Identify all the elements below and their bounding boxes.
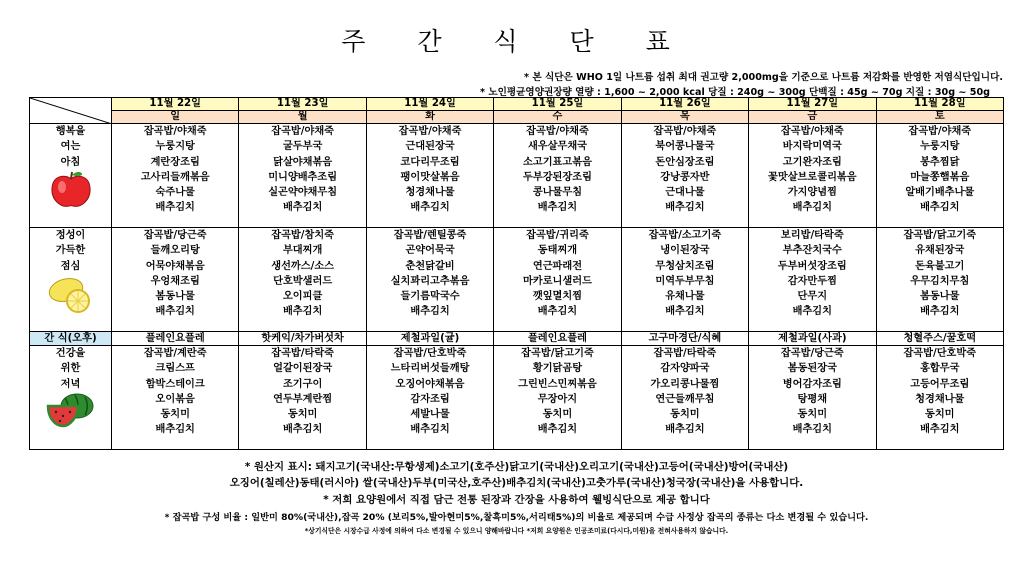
menu-item: 돈육불고기 bbox=[915, 260, 965, 272]
menu-item: 어묵야채볶음 bbox=[145, 260, 205, 272]
menu-item: 잡곡밥/당근죽 bbox=[143, 230, 207, 241]
menu-item: 두부버섯장조림 bbox=[777, 260, 847, 272]
menu-item: 잡곡밥/닭고기죽 bbox=[521, 348, 594, 359]
snack-cell: 제철과일(귤) bbox=[366, 332, 493, 346]
breakfast-row bbox=[30, 124, 1004, 228]
menu-item: 숙주나물 bbox=[155, 187, 195, 199]
change-notice: *상기식단은 시장수급 사정에 의하여 다소 변경될 수 있으니 양해바랍니다 *저희 요양원은 인공조미료(다시다,미원)을 전혀사용하지 않습니다. bbox=[304, 527, 729, 535]
menu-item: 무장아지 bbox=[537, 393, 578, 405]
lunch-row bbox=[30, 228, 1004, 332]
menu-item: 잡곡밥/야채죽 bbox=[526, 126, 589, 137]
menu-item: 배추김치 bbox=[282, 424, 323, 436]
menu-item: 계란장조림 bbox=[150, 156, 200, 168]
menu-item: 봄동나물 bbox=[155, 291, 195, 303]
menu-item: 무청삼치조림 bbox=[655, 260, 715, 272]
origin-note-continued: 오징어(칠레산)동태(러시아) 쌀(국내산)두부(미국산,호주산)배추김치(국내산)고춧가루(국내산)청국장(국내산)을 사용합니다. bbox=[229, 477, 804, 489]
menu-cell bbox=[239, 124, 366, 228]
menu-item: 잡곡밥/타락죽 bbox=[653, 348, 717, 359]
menu-item: 고등어무조림 bbox=[910, 378, 970, 390]
diagonal-line bbox=[30, 98, 112, 124]
menu-item: 잡곡밥/야채죽 bbox=[271, 126, 335, 137]
menu-item: 오이피클 bbox=[282, 291, 323, 303]
menu-item: 청경채나물 bbox=[915, 393, 965, 405]
weekly-menu-table bbox=[29, 97, 1004, 450]
menu-item: 누룽지탕 bbox=[920, 141, 960, 153]
menu-item: 마늘쫑햄볶음 bbox=[910, 171, 970, 183]
menu-item: 병어감자조림 bbox=[782, 378, 842, 390]
day-cell: 토 bbox=[876, 111, 1003, 124]
menu-item: 잡곡밥/참치죽 bbox=[271, 230, 335, 241]
menu-item: 단호박샐러드 bbox=[273, 275, 333, 287]
menu-item: 청경채나물 bbox=[405, 187, 455, 199]
menu-item: 동치미 bbox=[797, 409, 828, 421]
snack-cell: 플레인요플레 bbox=[494, 332, 621, 346]
snack-cell: 플레인요플레 bbox=[112, 332, 239, 346]
menu-item: 배추김치 bbox=[155, 424, 195, 436]
menu-item: 고기완자조림 bbox=[782, 156, 842, 168]
menu-item: 잡곡밥/야채죽 bbox=[780, 126, 844, 137]
menu-cell bbox=[621, 346, 748, 450]
menu-item: 잡곡밥/단호박죽 bbox=[393, 348, 467, 359]
label-line: 여는 bbox=[60, 141, 81, 153]
menu-item: 잡곡밥/계란죽 bbox=[143, 348, 207, 359]
snack-cell: 고구마경단/식혜 bbox=[621, 332, 748, 346]
menu-cell bbox=[366, 124, 493, 228]
menu-cell bbox=[494, 124, 621, 228]
day-cell: 수 bbox=[494, 111, 621, 124]
label-line: 아침 bbox=[60, 156, 81, 168]
menu-item: 함박스테이크 bbox=[145, 378, 205, 390]
menu-item: 실곤약야채무침 bbox=[268, 187, 338, 199]
menu-cell bbox=[239, 346, 366, 450]
sodium-note: * 본 식단은 WHO 1일 나트륨 섭취 최대 권고량 2,000mg을 기준으로 나트륨 저감화를 반영한 저염식단입니다. bbox=[524, 72, 1003, 83]
menu-item: 생선까스/소스 bbox=[271, 260, 335, 272]
day-cell: 목 bbox=[621, 111, 748, 124]
menu-item: 배추김치 bbox=[792, 424, 832, 436]
menu-item: 배추김치 bbox=[537, 202, 578, 214]
menu-item: 돈안심장조림 bbox=[655, 156, 715, 168]
menu-item: 배추김치 bbox=[410, 306, 450, 318]
breakfast-label bbox=[30, 124, 112, 228]
menu-item: 잡곡밥/야채죽 bbox=[653, 126, 717, 137]
menu-cell bbox=[112, 346, 239, 450]
menu-item: 들깨오리탕 bbox=[150, 245, 200, 257]
menu-item: 소고기표고볶음 bbox=[523, 156, 592, 168]
menu-item: 우무김치무침 bbox=[910, 275, 970, 287]
dinner-row bbox=[30, 346, 1004, 450]
menu-cell bbox=[876, 124, 1003, 228]
menu-item: 곤약어묵국 bbox=[405, 245, 455, 257]
menu-item: 냉이된장국 bbox=[660, 245, 710, 257]
menu-item: 잡곡밥/야채죽 bbox=[908, 126, 972, 137]
menu-item: 새우살무채국 bbox=[527, 141, 587, 153]
grain-ratio-note: * 잡곡밥 구성 비율 : 일반미 80%(국내산),잡곡 20% (보리5%,발아현미5%,찰흑미5%,서리태5%)의 비율로 제공되며 수급 사정상 잡곡의 종류는 다소 변경될 수 있습니다. bbox=[164, 512, 869, 523]
date-cell: 11월 22일 bbox=[112, 98, 239, 111]
menu-item: 홍합무국 bbox=[920, 363, 960, 375]
menu-cell bbox=[621, 124, 748, 228]
menu-item: 배추김치 bbox=[410, 424, 450, 436]
menu-cell bbox=[366, 346, 493, 450]
menu-item: 근대된장국 bbox=[405, 141, 455, 153]
menu-item: 잡곡밥/렌틸콩죽 bbox=[393, 230, 467, 241]
menu-item: 크림스프 bbox=[155, 363, 195, 375]
apple-icon bbox=[49, 170, 93, 210]
menu-item: 가오리콩나물찜 bbox=[650, 378, 720, 390]
menu-cell bbox=[876, 346, 1003, 450]
label-line: 위한 bbox=[60, 363, 81, 375]
menu-item: 배추김치 bbox=[155, 202, 195, 214]
menu-item: 배추김치 bbox=[792, 306, 832, 318]
label-line: 저녁 bbox=[60, 378, 81, 390]
menu-item: 들기름막국수 bbox=[400, 291, 460, 303]
snack-cell: 청혈주스/꿀호떡 bbox=[876, 332, 1003, 346]
menu-item: 배추김치 bbox=[410, 202, 450, 214]
menu-item: 오이볶음 bbox=[155, 393, 195, 405]
menu-item: 연근들깨무침 bbox=[655, 393, 715, 405]
menu-item: 미역두부무침 bbox=[655, 275, 715, 287]
menu-item: 봄동된장국 bbox=[787, 363, 837, 375]
menu-item: 오징어야채볶음 bbox=[395, 378, 465, 390]
menu-item: 황기닭곰탕 bbox=[532, 363, 583, 375]
menu-item: 배추김치 bbox=[920, 424, 960, 436]
menu-item: 연근파래전 bbox=[532, 260, 583, 272]
menu-cell bbox=[112, 228, 239, 332]
menu-item: 잡곡밥/단호박죽 bbox=[903, 348, 977, 359]
menu-item: 가지양념찜 bbox=[787, 187, 837, 199]
menu-item: 깻잎멸치찜 bbox=[532, 291, 583, 303]
label-line: 점심 bbox=[60, 260, 81, 272]
menu-item: 연두부계란찜 bbox=[273, 393, 333, 405]
menu-item: 북어콩나물국 bbox=[655, 141, 715, 153]
label-line: 건강을 bbox=[55, 348, 86, 359]
date-cell: 11월 28일 bbox=[876, 98, 1003, 111]
menu-item: 두부강된장조림 bbox=[523, 171, 592, 183]
menu-item: 동치미 bbox=[925, 409, 955, 421]
date-cell: 11월 25일 bbox=[494, 98, 621, 111]
menu-item: 굴두부국 bbox=[282, 141, 323, 153]
lunch-label bbox=[30, 228, 112, 332]
menu-item: 마카로니샐러드 bbox=[523, 275, 592, 287]
menu-item: 배추김치 bbox=[155, 306, 195, 318]
menu-item: 팽이맛살볶음 bbox=[400, 171, 460, 183]
menu-item: 배추김치 bbox=[282, 306, 323, 318]
date-cell: 11월 27일 bbox=[749, 98, 876, 111]
menu-item: 꽃맛살브로콜리볶음 bbox=[768, 171, 857, 183]
corner-cell bbox=[30, 98, 112, 124]
menu-item: 누룽지탕 bbox=[155, 141, 195, 153]
menu-cell bbox=[749, 346, 876, 450]
menu-item: 배추김치 bbox=[282, 202, 323, 214]
date-cell: 11월 24일 bbox=[366, 98, 493, 111]
menu-item: 배추김치 bbox=[920, 306, 960, 318]
menu-item: 봄동나물 bbox=[920, 291, 960, 303]
menu-item: 잡곡밥/당근죽 bbox=[780, 348, 844, 359]
menu-cell bbox=[876, 228, 1003, 332]
snack-cell: 핫케익/차가버섯차 bbox=[239, 332, 366, 346]
menu-item: 조기구이 bbox=[282, 378, 323, 390]
menu-item: 감자만두찜 bbox=[787, 275, 837, 287]
menu-item: 우엉채조림 bbox=[150, 275, 200, 287]
menu-item: 감자조림 bbox=[410, 393, 450, 405]
menu-item: 배추김치 bbox=[537, 306, 578, 318]
menu-item: 잡곡밥/소고기죽 bbox=[648, 230, 722, 241]
menu-item: 잡곡밥/야채죽 bbox=[398, 126, 462, 137]
menu-item: 동치미 bbox=[670, 409, 700, 421]
menu-item: 춘천닭갈비 bbox=[405, 260, 455, 272]
day-cell: 금 bbox=[749, 111, 876, 124]
date-row bbox=[30, 98, 1004, 111]
date-cell: 11월 23일 bbox=[239, 98, 366, 111]
day-cell: 화 bbox=[366, 111, 493, 124]
menu-cell bbox=[494, 346, 621, 450]
label-line: 정성이 bbox=[55, 230, 86, 241]
menu-item: 잡곡밥/닭고기죽 bbox=[903, 230, 977, 241]
menu-cell bbox=[494, 228, 621, 332]
menu-item: 강낭콩자반 bbox=[660, 171, 710, 183]
menu-item: 동치미 bbox=[287, 409, 318, 421]
menu-item: 부대찌개 bbox=[282, 245, 323, 257]
menu-item: 탕평채 bbox=[797, 393, 828, 405]
date-cell: 11월 26일 bbox=[621, 98, 748, 111]
menu-item: 배추김치 bbox=[665, 202, 705, 214]
menu-item: 느타리버섯들깨탕 bbox=[390, 363, 470, 375]
label-line: 가득한 bbox=[55, 245, 86, 257]
menu-item: 배추김치 bbox=[665, 306, 705, 318]
menu-item: 배추김치 bbox=[537, 424, 578, 436]
menu-item: 콩나물무침 bbox=[532, 187, 583, 199]
origin-note: * 원산지 표시: 돼지고기(국내산:무항생제)소고기(호주산)닭고기(국내산)오리고기(국내산)고등어(국내산)방어(국내산) bbox=[244, 461, 789, 473]
menu-item: 보리밥/타락죽 bbox=[780, 230, 844, 241]
menu-item: 봉추찜닭 bbox=[920, 156, 960, 168]
menu-item: 배추김치 bbox=[792, 202, 832, 214]
menu-item: 배추김치 bbox=[920, 202, 960, 214]
snack-label: 간 식(오후) bbox=[30, 332, 112, 346]
menu-item: 유채나물 bbox=[665, 291, 705, 303]
menu-item: 유채된장국 bbox=[915, 245, 965, 257]
menu-item: 단무지 bbox=[797, 291, 828, 303]
dinner-label bbox=[30, 346, 112, 450]
label-line: 행복을 bbox=[55, 126, 86, 137]
day-cell: 월 bbox=[239, 111, 366, 124]
menu-item: 동치미 bbox=[160, 409, 190, 421]
menu-cell bbox=[749, 124, 876, 228]
menu-item: 미니양배추조림 bbox=[268, 171, 338, 183]
menu-item: 얼갈이된장국 bbox=[273, 363, 333, 375]
menu-item: 감자양파국 bbox=[660, 363, 710, 375]
menu-item: 배추김치 bbox=[665, 424, 705, 436]
menu-cell bbox=[621, 228, 748, 332]
menu-item: 잡곡밥/귀리죽 bbox=[526, 230, 589, 241]
menu-item: 알배기배추나물 bbox=[905, 187, 975, 199]
menu-item: 세발나물 bbox=[410, 409, 450, 421]
menu-item: 닭살야채볶음 bbox=[273, 156, 333, 168]
nutrition-note: * 노인평균영양권장량 열량 : 1,600 ~ 2,000 kcal 당질 : 240g ~ 300g 단백질 : 45g ~ 70g 지질 : 30g ~ 50g bbox=[480, 87, 990, 98]
day-row bbox=[30, 111, 1004, 124]
menu-item: 그린빈스민찌볶음 bbox=[518, 378, 597, 390]
lemon-icon bbox=[46, 274, 96, 314]
menu-item: 근대나물 bbox=[665, 187, 705, 199]
menu-item: 동태찌개 bbox=[537, 245, 578, 257]
menu-item: 동치미 bbox=[542, 409, 573, 421]
menu-cell bbox=[749, 228, 876, 332]
snack-row bbox=[30, 332, 1004, 346]
menu-item: 실치꽈리고추볶음 bbox=[390, 275, 470, 287]
menu-item: 코다리무조림 bbox=[400, 156, 460, 168]
menu-item: 고사리들깨볶음 bbox=[140, 171, 210, 183]
day-cell: 일 bbox=[112, 111, 239, 124]
page-title: 주 간 식 단 표 bbox=[341, 27, 692, 56]
watermelon-icon bbox=[45, 392, 97, 428]
sauce-note: * 저희 요양원에서 직접 담근 전통 된장과 간장을 사용하여 웰빙식단으로 제공 합니다 bbox=[323, 494, 710, 506]
snack-cell: 제철과일(사과) bbox=[749, 332, 876, 346]
menu-item: 잡곡밥/야채죽 bbox=[143, 126, 207, 137]
menu-cell bbox=[239, 228, 366, 332]
menu-cell bbox=[366, 228, 493, 332]
menu-cell bbox=[112, 124, 239, 228]
menu-item: 부추잔치국수 bbox=[782, 245, 842, 257]
menu-item: 바지락미역국 bbox=[782, 141, 842, 153]
menu-item: 잡곡밥/타락죽 bbox=[271, 348, 335, 359]
